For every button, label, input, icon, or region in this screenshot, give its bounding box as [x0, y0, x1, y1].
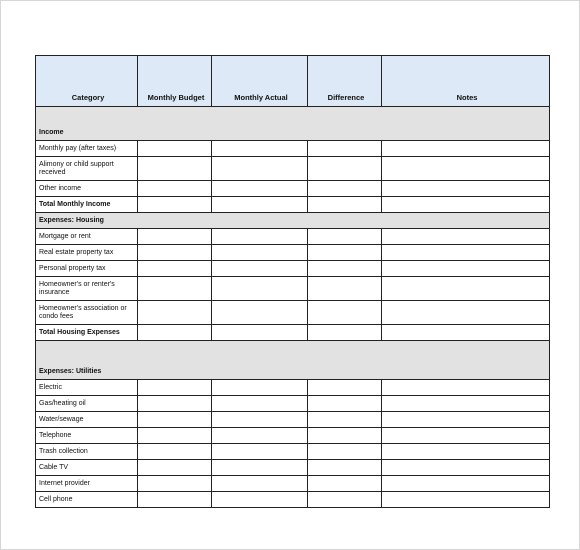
- row-label: Personal property tax: [36, 261, 138, 277]
- notes-cell[interactable]: [382, 380, 550, 396]
- row-label: Total Monthly Income: [36, 197, 138, 213]
- difference-cell[interactable]: [308, 157, 382, 181]
- budget-cell[interactable]: [138, 157, 212, 181]
- difference-cell[interactable]: [308, 229, 382, 245]
- section-title: Expenses: Utilities: [36, 341, 550, 380]
- section-title: Income: [36, 107, 550, 141]
- total-row-housing: [36, 325, 550, 341]
- difference-cell[interactable]: [308, 476, 382, 492]
- budget-table: [35, 55, 550, 508]
- total-row-income: [36, 197, 550, 213]
- actual-cell[interactable]: [212, 181, 308, 197]
- row-label: Gas/heating oil: [36, 396, 138, 412]
- actual-cell[interactable]: [212, 229, 308, 245]
- budget-cell[interactable]: [138, 396, 212, 412]
- notes-cell[interactable]: [382, 460, 550, 476]
- actual-cell[interactable]: [212, 197, 308, 213]
- header-row: [36, 56, 550, 107]
- notes-cell[interactable]: [382, 428, 550, 444]
- table-row: [36, 229, 550, 245]
- budget-cell[interactable]: [138, 412, 212, 428]
- difference-cell[interactable]: [308, 301, 382, 325]
- row-label: Telephone: [36, 428, 138, 444]
- notes-cell[interactable]: [382, 181, 550, 197]
- row-label: Water/sewage: [36, 412, 138, 428]
- difference-cell[interactable]: [308, 412, 382, 428]
- notes-cell[interactable]: [382, 444, 550, 460]
- row-label: Internet provider: [36, 476, 138, 492]
- difference-cell[interactable]: [308, 460, 382, 476]
- notes-cell[interactable]: [382, 141, 550, 157]
- table-row: [36, 141, 550, 157]
- table-row: [36, 261, 550, 277]
- actual-cell[interactable]: [212, 428, 308, 444]
- row-label: Other income: [36, 181, 138, 197]
- difference-cell[interactable]: [308, 181, 382, 197]
- table-row: [36, 181, 550, 197]
- difference-cell[interactable]: [308, 197, 382, 213]
- budget-cell[interactable]: [138, 492, 212, 508]
- actual-cell[interactable]: [212, 261, 308, 277]
- row-label: Alimony or child support received: [36, 157, 138, 181]
- section-title: Expenses: Housing: [36, 213, 550, 229]
- actual-cell[interactable]: [212, 396, 308, 412]
- notes-cell[interactable]: [382, 229, 550, 245]
- row-label: Monthly pay (after taxes): [36, 141, 138, 157]
- column-header-category: Category: [36, 56, 138, 107]
- table-row: [36, 444, 550, 460]
- notes-cell[interactable]: [382, 245, 550, 261]
- actual-cell[interactable]: [212, 460, 308, 476]
- column-header-monthly-budget: Monthly Budget: [138, 56, 212, 107]
- row-label: Homeowner's association or condo fees: [36, 301, 138, 325]
- section-row-utilities: [36, 341, 550, 380]
- difference-cell[interactable]: [308, 396, 382, 412]
- difference-cell[interactable]: [308, 444, 382, 460]
- notes-cell[interactable]: [382, 492, 550, 508]
- actual-cell[interactable]: [212, 380, 308, 396]
- column-header-monthly-actual: Monthly Actual: [212, 56, 308, 107]
- notes-cell[interactable]: [382, 412, 550, 428]
- table-row: [36, 301, 550, 325]
- notes-cell[interactable]: [382, 261, 550, 277]
- budget-cell[interactable]: [138, 229, 212, 245]
- difference-cell[interactable]: [308, 261, 382, 277]
- section-row-housing: [36, 213, 550, 229]
- budget-cell[interactable]: [138, 428, 212, 444]
- budget-cell[interactable]: [138, 141, 212, 157]
- difference-cell[interactable]: [308, 141, 382, 157]
- actual-cell[interactable]: [212, 141, 308, 157]
- table-row: [36, 412, 550, 428]
- section-row-income: [36, 107, 550, 141]
- actual-cell[interactable]: [212, 444, 308, 460]
- actual-cell[interactable]: [212, 245, 308, 261]
- table-row: [36, 277, 550, 301]
- actual-cell[interactable]: [212, 301, 308, 325]
- budget-cell[interactable]: [138, 197, 212, 213]
- row-label: Homeowner's or renter's insurance: [36, 277, 138, 301]
- difference-cell[interactable]: [308, 380, 382, 396]
- column-header-notes: Notes: [382, 56, 550, 107]
- budget-cell[interactable]: [138, 301, 212, 325]
- budget-cell[interactable]: [138, 245, 212, 261]
- notes-cell[interactable]: [382, 157, 550, 181]
- notes-cell[interactable]: [382, 301, 550, 325]
- budget-cell[interactable]: [138, 277, 212, 301]
- budget-cell[interactable]: [138, 460, 212, 476]
- table-row: [36, 245, 550, 261]
- actual-cell[interactable]: [212, 157, 308, 181]
- notes-cell[interactable]: [382, 476, 550, 492]
- table-row: [36, 380, 550, 396]
- row-label: Total Housing Expenses: [36, 325, 138, 341]
- actual-cell[interactable]: [212, 325, 308, 341]
- budget-cell[interactable]: [138, 261, 212, 277]
- notes-cell[interactable]: [382, 197, 550, 213]
- row-label: Mortgage or rent: [36, 229, 138, 245]
- budget-cell[interactable]: [138, 380, 212, 396]
- budget-cell[interactable]: [138, 444, 212, 460]
- budget-cell[interactable]: [138, 325, 212, 341]
- actual-cell[interactable]: [212, 412, 308, 428]
- notes-cell[interactable]: [382, 277, 550, 301]
- difference-cell[interactable]: [308, 428, 382, 444]
- difference-cell[interactable]: [308, 325, 382, 341]
- difference-cell[interactable]: [308, 245, 382, 261]
- actual-cell[interactable]: [212, 476, 308, 492]
- table-row: [36, 157, 550, 181]
- notes-cell[interactable]: [382, 325, 550, 341]
- row-label: Electric: [36, 380, 138, 396]
- table-row: [36, 460, 550, 476]
- budget-cell[interactable]: [138, 476, 212, 492]
- table-row: [36, 476, 550, 492]
- row-label: Cell phone: [36, 492, 138, 508]
- row-label: Real estate property tax: [36, 245, 138, 261]
- table-row: [36, 396, 550, 412]
- table-row: [36, 492, 550, 508]
- difference-cell[interactable]: [308, 492, 382, 508]
- difference-cell[interactable]: [308, 277, 382, 301]
- row-label: Cable TV: [36, 460, 138, 476]
- actual-cell[interactable]: [212, 277, 308, 301]
- actual-cell[interactable]: [212, 492, 308, 508]
- row-label: Trash collection: [36, 444, 138, 460]
- column-header-difference: Difference: [308, 56, 382, 107]
- budget-cell[interactable]: [138, 181, 212, 197]
- table-row: [36, 428, 550, 444]
- notes-cell[interactable]: [382, 396, 550, 412]
